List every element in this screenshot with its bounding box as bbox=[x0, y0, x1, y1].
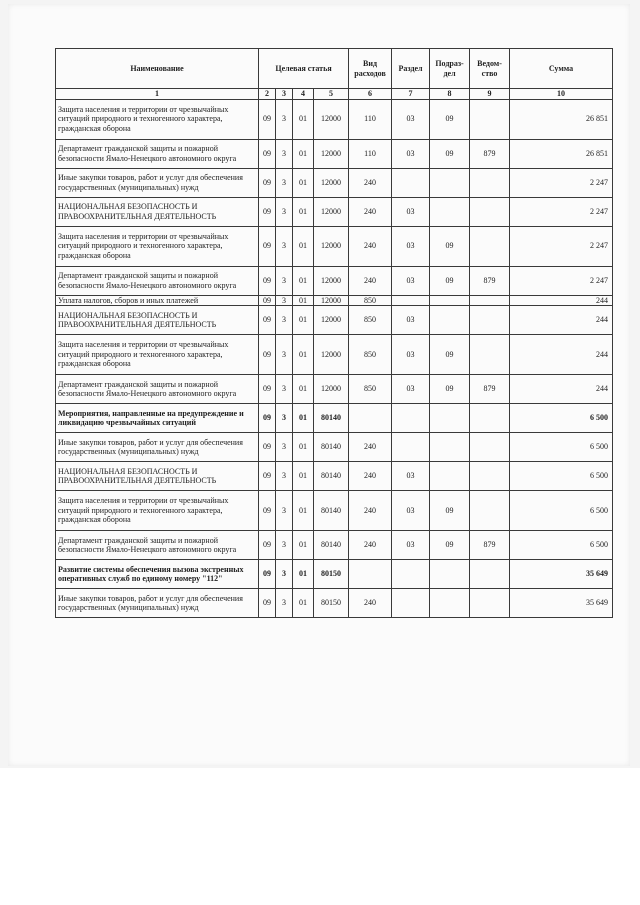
subsection-cell bbox=[430, 306, 470, 335]
section-cell bbox=[392, 433, 430, 462]
section-cell: 03 bbox=[392, 139, 430, 168]
sum-cell: 2 247 bbox=[510, 226, 613, 266]
target-code-cell: 3 bbox=[276, 375, 293, 404]
target-code-cell: 09 bbox=[259, 99, 276, 139]
target-code-cell: 3 bbox=[276, 139, 293, 168]
subsection-cell: 09 bbox=[430, 226, 470, 266]
sum-cell: 244 bbox=[510, 375, 613, 404]
department-cell: 879 bbox=[470, 139, 510, 168]
sum-cell: 244 bbox=[510, 306, 613, 335]
target-code-cell: 3 bbox=[276, 335, 293, 375]
target-code-cell: 12000 bbox=[314, 226, 349, 266]
target-code-cell: 3 bbox=[276, 295, 293, 306]
sum-cell: 6 500 bbox=[510, 531, 613, 560]
column-number: 10 bbox=[510, 89, 613, 100]
header-sum: Сумма bbox=[510, 49, 613, 89]
department-cell bbox=[470, 226, 510, 266]
table-row bbox=[56, 306, 613, 335]
target-code-cell: 09 bbox=[259, 139, 276, 168]
target-code-cell: 09 bbox=[259, 226, 276, 266]
table-row bbox=[56, 335, 613, 375]
target-code-cell: 09 bbox=[259, 462, 276, 491]
department-cell bbox=[470, 433, 510, 462]
row-name-cell: Защита населения и территории от чрезвычайных ситуаций природного и техногенного характера, гражданская оборона bbox=[56, 226, 259, 266]
sum-cell: 35 649 bbox=[510, 560, 613, 589]
target-code-cell: 09 bbox=[259, 589, 276, 618]
expense-type-cell: 240 bbox=[349, 433, 392, 462]
target-code-cell: 09 bbox=[259, 197, 276, 226]
target-code-cell: 3 bbox=[276, 168, 293, 197]
target-code-cell: 12000 bbox=[314, 306, 349, 335]
row-name-cell: Департамент гражданской защиты и пожарной безопасности Ямало-Ненецкого автономного округа bbox=[56, 531, 259, 560]
sum-cell: 6 500 bbox=[510, 433, 613, 462]
column-number: 4 bbox=[293, 89, 314, 100]
expense-type-cell: 240 bbox=[349, 197, 392, 226]
subsection-cell bbox=[430, 295, 470, 306]
row-name-cell: НАЦИОНАЛЬНАЯ БЕЗОПАСНОСТЬ И ПРАВООХРАНИТЕЛЬНАЯ ДЕЯТЕЛЬНОСТЬ bbox=[56, 306, 259, 335]
target-code-cell: 12000 bbox=[314, 375, 349, 404]
target-code-cell: 01 bbox=[293, 462, 314, 491]
sum-cell: 6 500 bbox=[510, 462, 613, 491]
subsection-cell: 09 bbox=[430, 491, 470, 531]
target-code-cell: 09 bbox=[259, 433, 276, 462]
target-code-cell: 09 bbox=[259, 335, 276, 375]
section-cell: 03 bbox=[392, 266, 430, 295]
department-cell bbox=[470, 560, 510, 589]
target-code-cell: 01 bbox=[293, 531, 314, 560]
target-code-cell: 80140 bbox=[314, 404, 349, 433]
header-target-article: Целевая статья bbox=[259, 49, 349, 89]
expense-type-cell: 850 bbox=[349, 295, 392, 306]
target-code-cell: 01 bbox=[293, 589, 314, 618]
expense-type-cell: 240 bbox=[349, 491, 392, 531]
target-code-cell: 12000 bbox=[314, 295, 349, 306]
target-code-cell: 12000 bbox=[314, 266, 349, 295]
sum-cell: 26 851 bbox=[510, 139, 613, 168]
expense-type-cell: 240 bbox=[349, 226, 392, 266]
table-row bbox=[56, 197, 613, 226]
table-row bbox=[56, 168, 613, 197]
table-row bbox=[56, 295, 613, 306]
department-cell bbox=[470, 295, 510, 306]
subsection-cell: 09 bbox=[430, 99, 470, 139]
sum-cell: 244 bbox=[510, 335, 613, 375]
department-cell: 879 bbox=[470, 531, 510, 560]
target-code-cell: 3 bbox=[276, 462, 293, 491]
column-number-row bbox=[56, 89, 613, 100]
section-cell bbox=[392, 404, 430, 433]
target-code-cell: 80150 bbox=[314, 560, 349, 589]
target-code-cell: 01 bbox=[293, 335, 314, 375]
target-code-cell: 01 bbox=[293, 226, 314, 266]
column-number: 7 bbox=[392, 89, 430, 100]
row-name-cell: Мероприятия, направленные на предупреждение и ликвидацию чрезвычайных ситуаций bbox=[56, 404, 259, 433]
expense-type-cell: 240 bbox=[349, 168, 392, 197]
subsection-cell bbox=[430, 560, 470, 589]
expense-type-cell: 850 bbox=[349, 375, 392, 404]
row-name-cell: Защита населения и территории от чрезвычайных ситуаций природного и техногенного характера, гражданская оборона bbox=[56, 99, 259, 139]
table-row bbox=[56, 99, 613, 139]
subsection-cell bbox=[430, 433, 470, 462]
sum-cell: 2 247 bbox=[510, 197, 613, 226]
table-row bbox=[56, 404, 613, 433]
row-name-cell: НАЦИОНАЛЬНАЯ БЕЗОПАСНОСТЬ И ПРАВООХРАНИТЕЛЬНАЯ ДЕЯТЕЛЬНОСТЬ bbox=[56, 462, 259, 491]
target-code-cell: 3 bbox=[276, 560, 293, 589]
target-code-cell: 80140 bbox=[314, 491, 349, 531]
target-code-cell: 09 bbox=[259, 491, 276, 531]
table-row bbox=[56, 531, 613, 560]
column-number: 5 bbox=[314, 89, 349, 100]
target-code-cell: 3 bbox=[276, 404, 293, 433]
target-code-cell: 01 bbox=[293, 491, 314, 531]
target-code-cell: 09 bbox=[259, 404, 276, 433]
column-number: 1 bbox=[56, 89, 259, 100]
target-code-cell: 09 bbox=[259, 266, 276, 295]
column-number: 2 bbox=[259, 89, 276, 100]
target-code-cell: 80140 bbox=[314, 531, 349, 560]
target-code-cell: 09 bbox=[259, 560, 276, 589]
department-cell bbox=[470, 197, 510, 226]
target-code-cell: 01 bbox=[293, 99, 314, 139]
row-name-cell: Иные закупки товаров, работ и услуг для обеспечения государственных (муниципальных) нужд bbox=[56, 433, 259, 462]
target-code-cell: 3 bbox=[276, 266, 293, 295]
section-cell bbox=[392, 560, 430, 589]
expense-type-cell bbox=[349, 404, 392, 433]
section-cell: 03 bbox=[392, 462, 430, 491]
expense-type-cell: 110 bbox=[349, 139, 392, 168]
target-code-cell: 3 bbox=[276, 531, 293, 560]
table-row bbox=[56, 226, 613, 266]
target-code-cell: 01 bbox=[293, 560, 314, 589]
target-code-cell: 09 bbox=[259, 375, 276, 404]
expense-type-cell: 240 bbox=[349, 462, 392, 491]
target-code-cell: 3 bbox=[276, 197, 293, 226]
table-row bbox=[56, 589, 613, 618]
section-cell: 03 bbox=[392, 197, 430, 226]
table-row bbox=[56, 139, 613, 168]
table-body bbox=[56, 99, 613, 618]
department-cell bbox=[470, 589, 510, 618]
column-number: 3 bbox=[276, 89, 293, 100]
header-name: Наименование bbox=[56, 49, 259, 89]
row-name-cell: Иные закупки товаров, работ и услуг для обеспечения государственных (муниципальных) нужд bbox=[56, 589, 259, 618]
table-row bbox=[56, 433, 613, 462]
subsection-cell: 09 bbox=[430, 531, 470, 560]
subsection-cell bbox=[430, 462, 470, 491]
sum-cell: 26 851 bbox=[510, 99, 613, 139]
expense-type-cell: 240 bbox=[349, 266, 392, 295]
row-name-cell: Иные закупки товаров, работ и услуг для обеспечения государственных (муниципальных) нужд bbox=[56, 168, 259, 197]
header-expense-type: Вид расходов bbox=[349, 49, 392, 89]
target-code-cell: 01 bbox=[293, 168, 314, 197]
department-cell bbox=[470, 335, 510, 375]
target-code-cell: 12000 bbox=[314, 139, 349, 168]
target-code-cell: 01 bbox=[293, 375, 314, 404]
row-name-cell: Департамент гражданской защиты и пожарной безопасности Ямало-Ненецкого автономного округа bbox=[56, 375, 259, 404]
target-code-cell: 09 bbox=[259, 295, 276, 306]
sum-cell: 6 500 bbox=[510, 491, 613, 531]
table-row bbox=[56, 560, 613, 589]
section-cell: 03 bbox=[392, 226, 430, 266]
section-cell: 03 bbox=[392, 375, 430, 404]
subsection-cell: 09 bbox=[430, 375, 470, 404]
sum-cell: 2 247 bbox=[510, 266, 613, 295]
column-number: 8 bbox=[430, 89, 470, 100]
target-code-cell: 3 bbox=[276, 589, 293, 618]
column-number: 6 bbox=[349, 89, 392, 100]
section-cell: 03 bbox=[392, 335, 430, 375]
section-cell bbox=[392, 168, 430, 197]
target-code-cell: 3 bbox=[276, 99, 293, 139]
subsection-cell: 09 bbox=[430, 335, 470, 375]
department-cell: 879 bbox=[470, 375, 510, 404]
section-cell bbox=[392, 295, 430, 306]
budget-table bbox=[55, 48, 613, 618]
column-number: 9 bbox=[470, 89, 510, 100]
row-name-cell: НАЦИОНАЛЬНАЯ БЕЗОПАСНОСТЬ И ПРАВООХРАНИТЕЛЬНАЯ ДЕЯТЕЛЬНОСТЬ bbox=[56, 197, 259, 226]
target-code-cell: 12000 bbox=[314, 335, 349, 375]
department-cell bbox=[470, 168, 510, 197]
target-code-cell: 01 bbox=[293, 197, 314, 226]
department-cell bbox=[470, 491, 510, 531]
expense-type-cell: 110 bbox=[349, 99, 392, 139]
target-code-cell: 01 bbox=[293, 266, 314, 295]
section-cell: 03 bbox=[392, 306, 430, 335]
department-cell bbox=[470, 462, 510, 491]
target-code-cell: 09 bbox=[259, 531, 276, 560]
table-row bbox=[56, 266, 613, 295]
table-row bbox=[56, 462, 613, 491]
target-code-cell: 3 bbox=[276, 491, 293, 531]
sum-cell: 244 bbox=[510, 295, 613, 306]
row-name-cell: Развитие системы обеспечения вызова экстренных оперативных служб по единому номеру "112" bbox=[56, 560, 259, 589]
expense-type-cell bbox=[349, 560, 392, 589]
section-cell: 03 bbox=[392, 531, 430, 560]
row-name-cell: Защита населения и территории от чрезвычайных ситуаций природного и техногенного характера, гражданская оборона bbox=[56, 335, 259, 375]
subsection-cell: 09 bbox=[430, 266, 470, 295]
expense-type-cell: 850 bbox=[349, 335, 392, 375]
expense-type-cell: 240 bbox=[349, 531, 392, 560]
department-cell: 879 bbox=[470, 266, 510, 295]
target-code-cell: 09 bbox=[259, 168, 276, 197]
target-code-cell: 12000 bbox=[314, 197, 349, 226]
target-code-cell: 01 bbox=[293, 404, 314, 433]
target-code-cell: 12000 bbox=[314, 99, 349, 139]
target-code-cell: 09 bbox=[259, 306, 276, 335]
subsection-cell bbox=[430, 404, 470, 433]
target-code-cell: 3 bbox=[276, 306, 293, 335]
row-name-cell: Защита населения и территории от чрезвычайных ситуаций природного и техногенного характера, гражданская оборона bbox=[56, 491, 259, 531]
row-name-cell: Уплата налогов, сборов и иных платежей bbox=[56, 295, 259, 306]
sum-cell: 2 247 bbox=[510, 168, 613, 197]
target-code-cell: 80140 bbox=[314, 462, 349, 491]
section-cell: 03 bbox=[392, 491, 430, 531]
section-cell: 03 bbox=[392, 99, 430, 139]
department-cell bbox=[470, 404, 510, 433]
sum-cell: 6 500 bbox=[510, 404, 613, 433]
subsection-cell: 09 bbox=[430, 139, 470, 168]
sum-cell: 35 649 bbox=[510, 589, 613, 618]
target-code-cell: 80150 bbox=[314, 589, 349, 618]
expense-type-cell: 240 bbox=[349, 589, 392, 618]
target-code-cell: 3 bbox=[276, 226, 293, 266]
target-code-cell: 01 bbox=[293, 306, 314, 335]
target-code-cell: 12000 bbox=[314, 168, 349, 197]
expense-type-cell: 850 bbox=[349, 306, 392, 335]
target-code-cell: 01 bbox=[293, 295, 314, 306]
target-code-cell: 01 bbox=[293, 139, 314, 168]
table-row bbox=[56, 491, 613, 531]
section-cell bbox=[392, 589, 430, 618]
table-header-row bbox=[56, 49, 613, 89]
header-department: Ведом- ство bbox=[470, 49, 510, 89]
row-name-cell: Департамент гражданской защиты и пожарной безопасности Ямало-Ненецкого автономного округа bbox=[56, 266, 259, 295]
header-section: Раздел bbox=[392, 49, 430, 89]
department-cell bbox=[470, 99, 510, 139]
target-code-cell: 80140 bbox=[314, 433, 349, 462]
subsection-cell bbox=[430, 168, 470, 197]
target-code-cell: 3 bbox=[276, 433, 293, 462]
table-row bbox=[56, 375, 613, 404]
target-code-cell: 01 bbox=[293, 433, 314, 462]
subsection-cell bbox=[430, 197, 470, 226]
header-subsection: Подраз- дел bbox=[430, 49, 470, 89]
subsection-cell bbox=[430, 589, 470, 618]
department-cell bbox=[470, 306, 510, 335]
row-name-cell: Департамент гражданской защиты и пожарной безопасности Ямало-Ненецкого автономного округа bbox=[56, 139, 259, 168]
